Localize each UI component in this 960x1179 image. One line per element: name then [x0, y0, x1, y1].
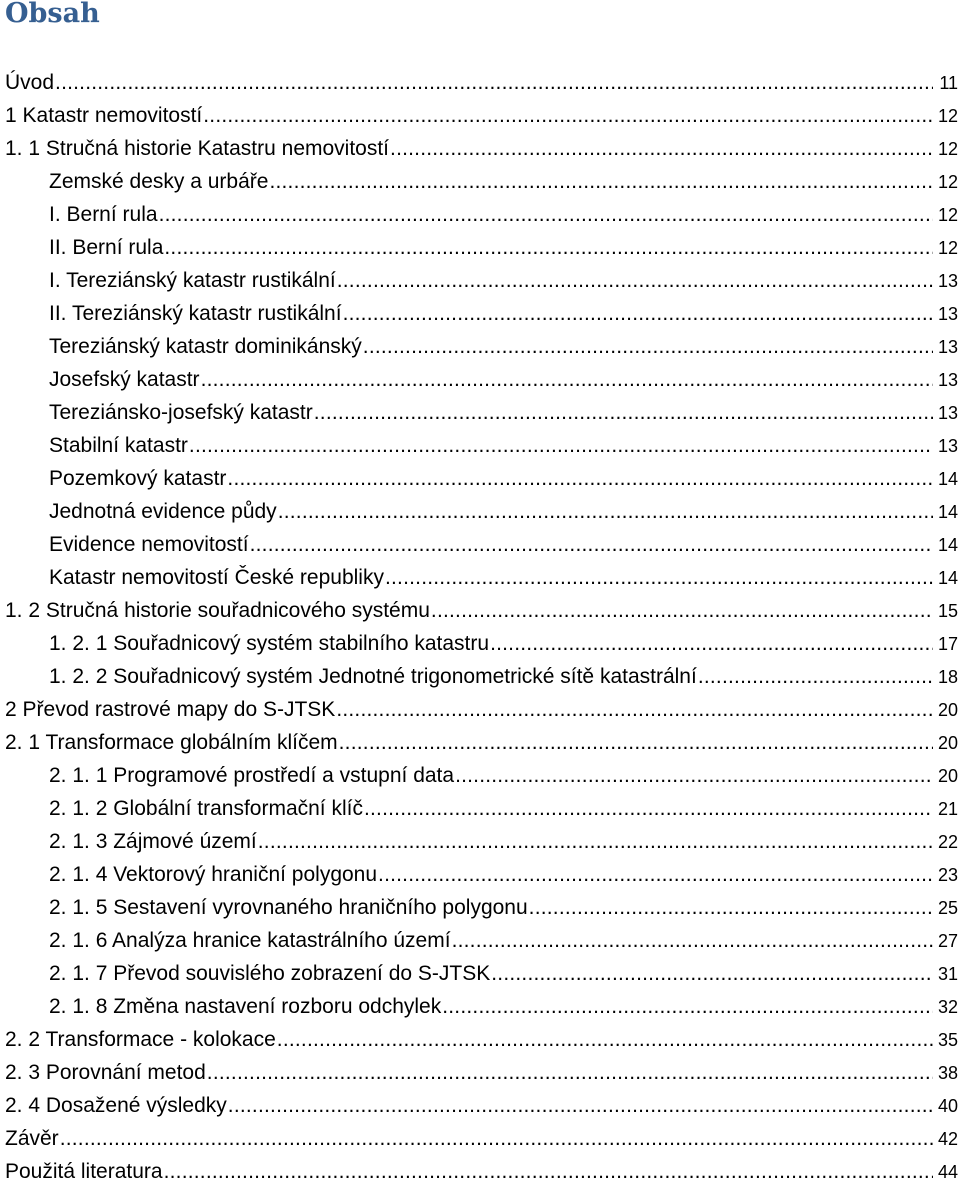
toc-entry-title: 2. 1. 7 Převod souvislého zobrazení do S-JTSK [49, 962, 491, 985]
toc-page-number: 38 [937, 1063, 958, 1083]
toc-entry[interactable] [0, 330, 960, 363]
toc-entry[interactable] [0, 1056, 960, 1089]
toc-page-number: 40 [937, 1096, 958, 1116]
toc-entry[interactable] [0, 429, 960, 462]
toc-entry-title: 1 Katastr nemovitostí [5, 104, 203, 127]
toc-entry[interactable] [0, 792, 960, 825]
toc-page-number: 20 [937, 733, 958, 753]
dot-leader [207, 1056, 933, 1089]
toc-entry-title: Evidence nemovitostí [49, 533, 249, 556]
toc-entry[interactable] [0, 825, 960, 858]
toc-entry[interactable] [0, 264, 960, 297]
dot-leader [203, 99, 933, 132]
toc-entry-title: Závěr [5, 1127, 59, 1150]
toc-page-number: 44 [937, 1162, 958, 1179]
dot-leader [227, 462, 933, 495]
dot-leader [364, 792, 933, 825]
toc-entry-title: 2. 4 Dosažené výsledky [5, 1094, 227, 1117]
toc-entry-title: Úvod [5, 71, 55, 94]
toc-page-number: 23 [937, 865, 958, 885]
dot-leader [491, 957, 933, 990]
toc-entry-title: Stabilní katastr [49, 434, 188, 457]
toc-page-number: 15 [937, 601, 958, 621]
toc-entry[interactable] [0, 462, 960, 495]
toc-entry-title: I. Tereziánský katastr rustikální [49, 269, 336, 292]
toc-page-number: 14 [937, 469, 958, 489]
toc-page-number: 13 [937, 370, 958, 390]
dot-leader [385, 561, 933, 594]
toc-page-number: 42 [937, 1129, 958, 1149]
toc-entry-title: 1. 2. 1 Souřadnicový systém stabilního katastru [49, 632, 490, 655]
dot-leader [277, 1023, 933, 1056]
dot-leader [363, 330, 933, 363]
toc-page-number: 25 [937, 898, 958, 918]
dot-leader [201, 363, 933, 396]
toc-entry[interactable] [0, 231, 960, 264]
toc-page-number: 13 [937, 337, 958, 357]
toc-entry[interactable] [0, 924, 960, 957]
dot-leader [442, 990, 933, 1023]
dot-leader [164, 231, 933, 264]
toc-entry[interactable] [0, 759, 960, 792]
toc-page-number: 22 [937, 832, 958, 852]
toc-heading: Obsah [5, 0, 100, 29]
toc-entry[interactable] [0, 495, 960, 528]
toc-page-number: 12 [937, 205, 958, 225]
dot-leader [55, 66, 933, 99]
toc-entry-title: 2. 1 Transformace globálním klíčem [5, 731, 338, 754]
toc-entry-title: 2. 1. 8 Změna nastavení rozboru odchylek [49, 995, 442, 1018]
dot-leader [337, 264, 933, 297]
dot-leader [698, 660, 933, 693]
toc-page-number: 27 [937, 931, 958, 951]
toc-page-number: 13 [937, 403, 958, 423]
toc-page-number: 32 [937, 997, 958, 1017]
toc-entry-title: Josefský katastr [49, 368, 200, 391]
dot-leader [159, 198, 933, 231]
toc-entry[interactable] [0, 858, 960, 891]
dot-leader [378, 858, 933, 891]
toc-entry[interactable] [0, 363, 960, 396]
dot-leader [490, 627, 933, 660]
toc-page-number: 14 [937, 502, 958, 522]
dot-leader [529, 891, 933, 924]
dot-leader [269, 165, 933, 198]
toc-entry-title: Katastr nemovitostí České republiky [49, 566, 384, 589]
dot-leader [258, 825, 933, 858]
toc-entry[interactable] [0, 594, 960, 627]
toc-entry[interactable] [0, 1089, 960, 1122]
toc-entry[interactable] [0, 1155, 960, 1179]
toc-entry[interactable] [0, 198, 960, 231]
toc-entry-title: Použitá literatura [5, 1160, 163, 1179]
toc-entry[interactable] [0, 66, 960, 99]
toc-page-number: 31 [937, 964, 958, 984]
toc-page-number: 35 [937, 1030, 958, 1050]
toc-page-number: 21 [937, 799, 958, 819]
toc-entry[interactable] [0, 1023, 960, 1056]
toc-page-number: 17 [937, 634, 958, 654]
toc-entry-title: 2. 3 Porovnání metod [5, 1061, 206, 1084]
toc-entry[interactable] [0, 99, 960, 132]
toc-entry[interactable] [0, 990, 960, 1023]
toc-page-number: 13 [937, 436, 958, 456]
dot-leader [189, 429, 933, 462]
toc-page-number: 14 [937, 535, 958, 555]
toc-entry-title: 2. 1. 6 Analýza hranice katastrálního území [49, 929, 451, 952]
dot-leader [164, 1155, 933, 1179]
dot-leader [431, 594, 933, 627]
toc-page-number: 12 [937, 238, 958, 258]
toc-page-number: 13 [937, 304, 958, 324]
toc-page-number: 11 [939, 73, 958, 93]
dot-leader [228, 1089, 933, 1122]
toc-entry-title: 2. 1. 1 Programové prostředí a vstupní data [49, 764, 455, 787]
toc-page-number: 20 [937, 700, 958, 720]
toc-page-number: 12 [937, 139, 958, 159]
toc-page-number: 18 [937, 667, 958, 687]
toc-page-number: 12 [937, 172, 958, 192]
toc-entry-title: Tereziánský katastr dominikánský [49, 335, 362, 358]
table-of-contents [0, 66, 960, 1179]
toc-entry[interactable] [0, 660, 960, 693]
toc-entry[interactable] [0, 561, 960, 594]
toc-entry-title: 2 Převod rastrové mapy do S-JTSK [5, 698, 336, 721]
dot-leader [314, 396, 933, 429]
toc-page-number: 13 [937, 271, 958, 291]
toc-entry-title: Jednotná evidence půdy [49, 500, 277, 523]
toc-entry[interactable] [0, 396, 960, 429]
toc-entry[interactable] [0, 132, 960, 165]
toc-entry-title: 2. 2 Transformace - kolokace [5, 1028, 276, 1051]
toc-entry-title: 2. 1. 4 Vektorový hraniční polygonu [49, 863, 378, 886]
dot-leader [278, 495, 933, 528]
toc-entry-title: 2. 1. 2 Globální transformační klíč [49, 797, 363, 820]
dot-leader [343, 297, 933, 330]
dot-leader [390, 132, 933, 165]
toc-entry[interactable] [0, 1122, 960, 1155]
dot-leader [336, 693, 933, 726]
toc-page-number: 14 [937, 568, 958, 588]
toc-page-number: 12 [937, 106, 958, 126]
toc-entry[interactable] [0, 627, 960, 660]
toc-entry[interactable] [0, 165, 960, 198]
dot-leader [250, 528, 933, 561]
dot-leader [339, 726, 933, 759]
toc-entry[interactable] [0, 726, 960, 759]
toc-entry-title: 2. 1. 3 Zájmové území [49, 830, 257, 853]
toc-entry-title: I. Berní rula [49, 203, 158, 226]
toc-entry-title: II. Tereziánský katastr rustikální [49, 302, 342, 325]
toc-entry-title: 2. 1. 5 Sestavení vyrovnaného hraničního polygonu [49, 896, 528, 919]
toc-entry-title: II. Berní rula [49, 236, 164, 259]
toc-page-number: 20 [937, 766, 958, 786]
toc-entry-title: Pozemkový katastr [49, 467, 227, 490]
toc-entry[interactable] [0, 957, 960, 990]
toc-entry[interactable] [0, 528, 960, 561]
dot-leader [60, 1122, 933, 1155]
toc-entry-title: Tereziánsko-josefský katastr [49, 401, 313, 424]
toc-entry-title: Zemské desky a urbáře [49, 170, 269, 193]
toc-entry[interactable] [0, 297, 960, 330]
dot-leader [452, 924, 933, 957]
toc-entry[interactable] [0, 693, 960, 726]
toc-entry[interactable] [0, 891, 960, 924]
toc-entry-title: 1. 2 Stručná historie souřadnicového systému [5, 599, 430, 622]
toc-entry-title: 1. 1 Stručná historie Katastru nemovitostí [5, 137, 390, 160]
dot-leader [455, 759, 933, 792]
toc-entry-title: 1. 2. 2 Souřadnicový systém Jednotné trigonometrické sítě katastrální [49, 665, 697, 688]
